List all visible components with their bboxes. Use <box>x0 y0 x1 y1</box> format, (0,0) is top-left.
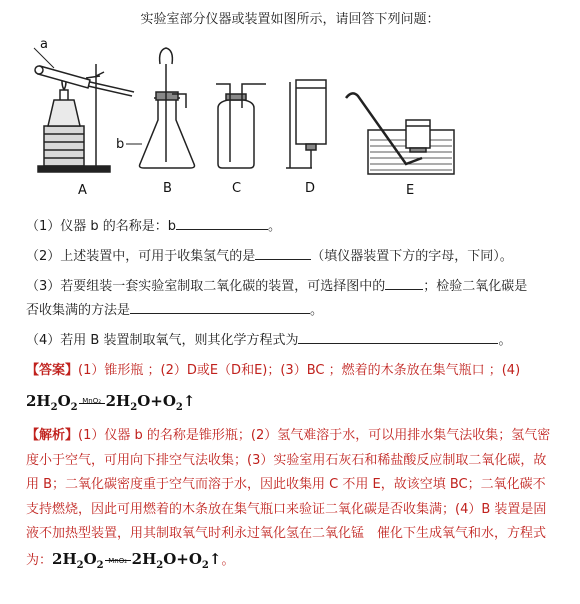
answer-blank[interactable] <box>385 276 423 290</box>
apparatus-figure <box>30 28 470 196</box>
answer-blank[interactable] <box>176 216 268 230</box>
reaction-arrow: MnO₂ <box>79 401 105 404</box>
gas-arrow: ↑ <box>182 392 196 410</box>
label-a: a <box>40 37 48 52</box>
answer-tag: 【答案】 <box>26 363 79 378</box>
apparatus-e <box>346 93 454 174</box>
apparatus-label: E <box>406 183 415 196</box>
apparatus-label: B <box>163 181 172 196</box>
explanation-tag: 【解析】 <box>26 428 79 443</box>
equation: $2H_2O_2$ MnO₂ $2H_2O+O_2↑$ <box>26 392 196 413</box>
explanation: 【解析】(1）仪器 b 的名称是锥形瓶；(2）氢气难溶于水，可以用排水集气法收集；氢气密 度小于空气，可用向下排空气法收集；(3）实验室用石灰石和稀盐酸反应制取二氧化碳，故 用 B；二氧化碳密度重于空气而溶于水，因此收集用 C 不用 E，故该空填 BC；二氧化碳不 支持燃烧，因此可用燃着的木条放在集气瓶口来验证二氧化碳是否收集满；(4）B 装置是固 液不加热型装置，用其制取氧气时利永过氧化氢在二氧化锰 催化下生成氧气和水，方程式 为：$2H_2O_2$ MnO₂ $2H_2O+O_2↑$。 <box>26 428 551 571</box>
apparatus-c <box>216 84 266 168</box>
label-b: b <box>116 137 125 152</box>
apparatus-b <box>126 48 195 168</box>
equation-repeat: $2H_2O_2$ MnO₂ $2H_2O+O_2↑$ <box>52 549 222 571</box>
answer-blank[interactable] <box>130 300 310 314</box>
problem-title: 实验室部分仪器或装置如图所示，请回答下列问题： <box>140 12 440 27</box>
answer-blank[interactable] <box>298 330 498 344</box>
apparatus-label: C <box>232 181 242 196</box>
question-3-cont: 否收集满的方法是 。 <box>26 300 323 320</box>
answer-blank[interactable] <box>255 246 311 260</box>
question-4: （4）若用 B 装置制取氧气，则其化学方程式为 。 <box>26 330 511 350</box>
question-3: （3）若要组装一套实验室制取二氧化碳的装置，可选择图中的 ；检验二氧化碳是 <box>26 276 527 296</box>
question-1: （1）仪器 b 的名称是：b 。 <box>26 216 281 236</box>
answer-line <box>26 362 520 380</box>
answer-text: (1）锥形瓶 ；(2）D或E（D和E)；(3）BC ；燃着的木条放在集气瓶口 ；(4) <box>78 363 521 378</box>
apparatus-d <box>286 80 326 168</box>
apparatus-a <box>34 48 134 172</box>
apparatus-label: A <box>78 183 87 196</box>
question-2: （2）上述装置中，可用于收集氢气的是 （填仪器装置下方的字母，下同）。 <box>26 246 513 266</box>
apparatus-label: D <box>305 181 316 196</box>
